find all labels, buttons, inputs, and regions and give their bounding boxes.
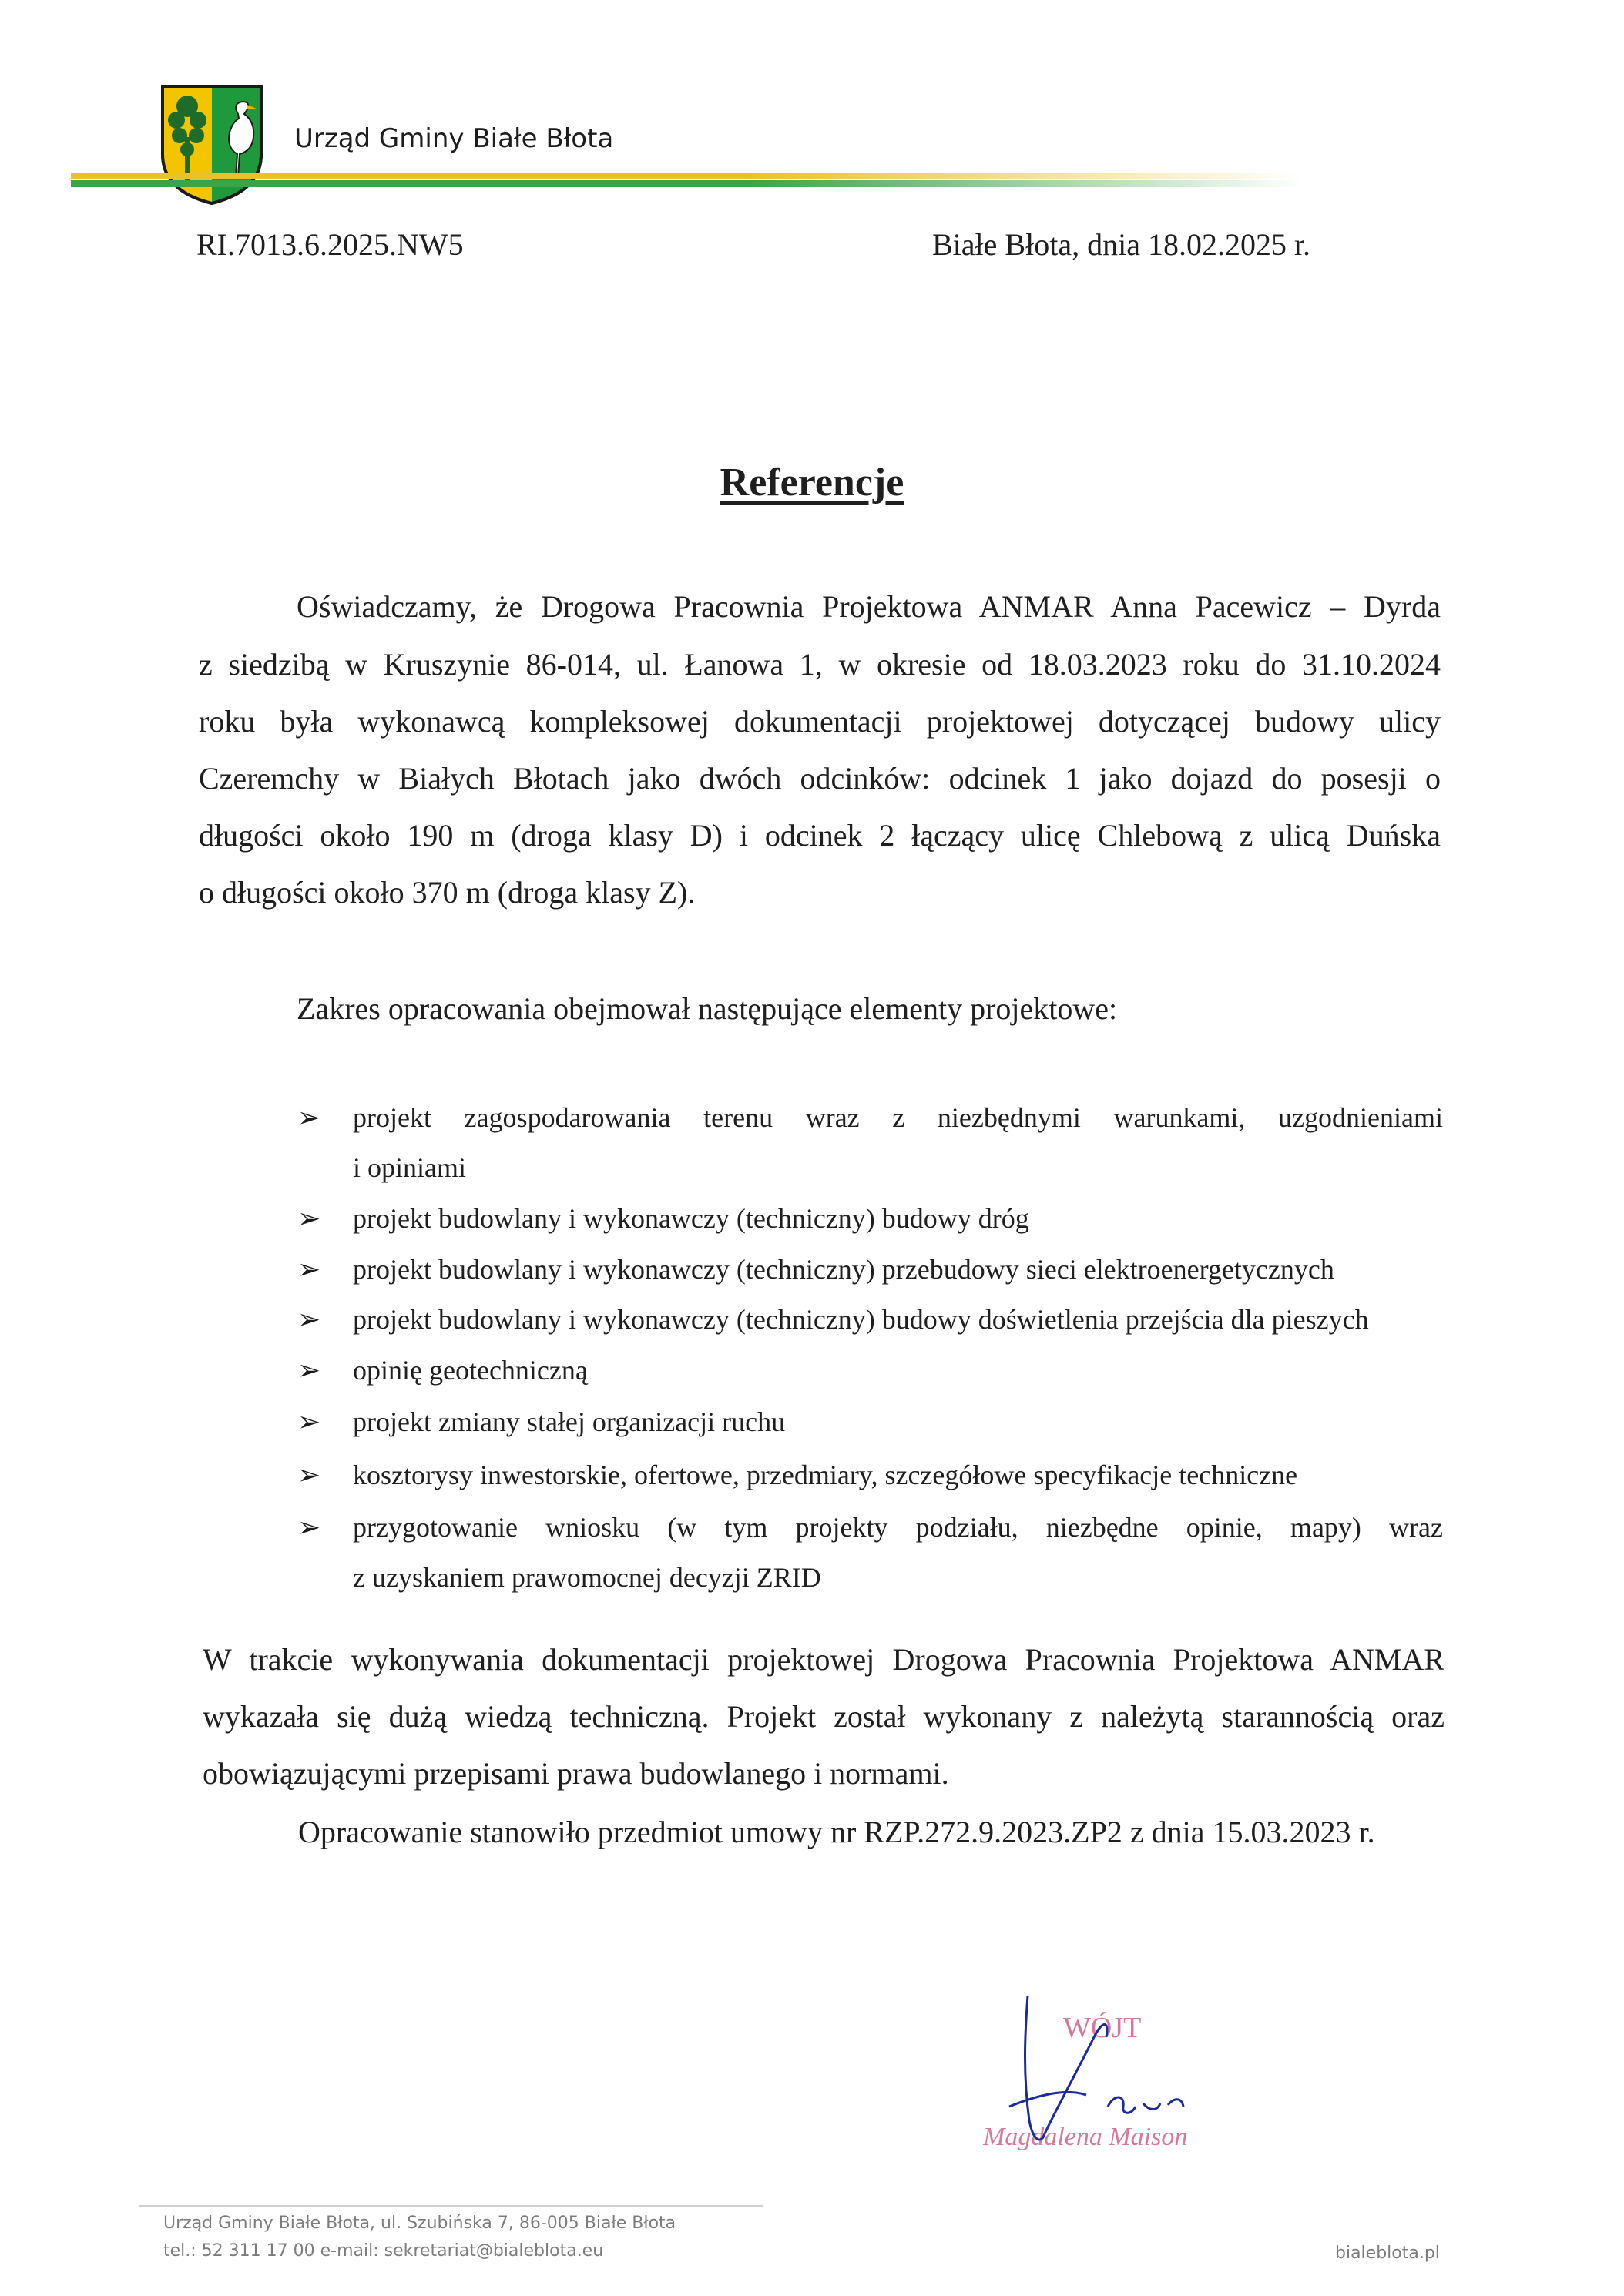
scope-intro: Zakres opracowania obejmował następujące elementy projektowe: — [297, 991, 1118, 1026]
document-title: Referencje — [720, 461, 904, 504]
closing-line: wykazała się dużą wiedzą techniczną. Projekt został wykonany z należytą starannością oraz — [203, 1699, 1444, 1734]
list-item-continuation: i opiniami — [353, 1152, 466, 1183]
header-rule — [71, 171, 1304, 191]
intro-line: z siedzibą w Kruszynie 86-014, ul. Łanowa 1, w okresie od 18.03.2023 roku do 31.10.2024 — [199, 647, 1441, 682]
intro-line: Oświadczamy, że Drogowa Pracownia Projektowa ANMAR Anna Pacewicz – Dyrda — [297, 589, 1441, 624]
list-item: projekt zagospodarowania terenu wraz z niezbędnymi warunkami, uzgodnieniami — [353, 1102, 1443, 1133]
intro-line: roku była wykonawcą kompleksowej dokumentacji projektowej dotyczącej budowy ulicy — [199, 704, 1441, 739]
mayor-signature-stamp — [978, 1991, 1240, 2160]
list-item: projekt budowlany i wykonawczy (techniczny) budowy doświetlenia przejścia dla pieszych — [353, 1304, 1369, 1335]
list-item: przygotowanie wniosku (w tym projekty podziału, niezbędne opinie, mapy) wraz — [353, 1512, 1443, 1543]
closing-line: obowiązującymi przepisami prawa budowlanego i normami. — [203, 1756, 949, 1791]
footer-contact: tel.: 52 311 17 00 e-mail: sekretariat@bialeblota.eu — [163, 2241, 604, 2261]
list-item: projekt zmiany stałej organizacji ruchu — [353, 1406, 786, 1437]
office-name: Urząd Gminy Białe Błota — [294, 123, 614, 154]
place-and-date: Białe Błota, dnia 18.02.2025 r. — [932, 227, 1311, 262]
bullet-arrow-icon: ➢ — [297, 1102, 321, 1133]
bullet-arrow-icon: ➢ — [297, 1406, 321, 1437]
list-item: kosztorysy inwestorskie, ofertowe, przedmiary, szczegółowe specyfikacje techniczne — [353, 1460, 1298, 1490]
stamp-name: Magdalena Maison — [983, 2123, 1188, 2151]
list-item: projekt budowlany i wykonawczy (techniczny) budowy dróg — [353, 1203, 1029, 1234]
contract-line: Opracowanie stanowiło przedmiot umowy nr RZP.272.9.2023.ZP2 z dnia 15.03.2023 r. — [298, 1815, 1375, 1849]
bullet-arrow-icon: ➢ — [297, 1254, 321, 1285]
closing-line: W trakcie wykonywania dokumentacji projektowej Drogowa Pracownia Projektowa ANMAR — [203, 1642, 1444, 1677]
stamp-title: WÓJT — [1063, 2012, 1142, 2044]
bullet-arrow-icon: ➢ — [297, 1203, 321, 1234]
list-item: projekt budowlany i wykonawczy (techniczny) przebudowy sieci elektroenergetycznych — [353, 1254, 1334, 1285]
bullet-arrow-icon: ➢ — [297, 1355, 321, 1386]
list-item: opinię geotechniczną — [353, 1355, 588, 1386]
list-item-continuation: z uzyskaniem prawomocnej decyzji ZRID — [353, 1562, 821, 1593]
bullet-arrow-icon: ➢ — [297, 1512, 321, 1543]
intro-line: Czeremchy w Białych Błotach jako dwóch odcinków: odcinek 1 jako dojazd do posesji o — [199, 761, 1441, 796]
intro-line: o długości około 370 m (droga klasy Z). — [199, 875, 696, 910]
bullet-arrow-icon: ➢ — [297, 1304, 321, 1335]
footer-address: Urząd Gminy Białe Błota, ul. Szubińska 7, 86-005 Białe Błota — [163, 2214, 676, 2233]
bullet-arrow-icon: ➢ — [297, 1460, 321, 1490]
reference-number: RI.7013.6.2025.NW5 — [196, 227, 464, 262]
intro-line: długości około 190 m (droga klasy D) i odcinek 2 łączący ulicę Chlebową z ulicą Duńska — [199, 818, 1441, 853]
footer-divider — [139, 2205, 763, 2207]
footer-website: bialeblota.pl — [1335, 2244, 1440, 2263]
